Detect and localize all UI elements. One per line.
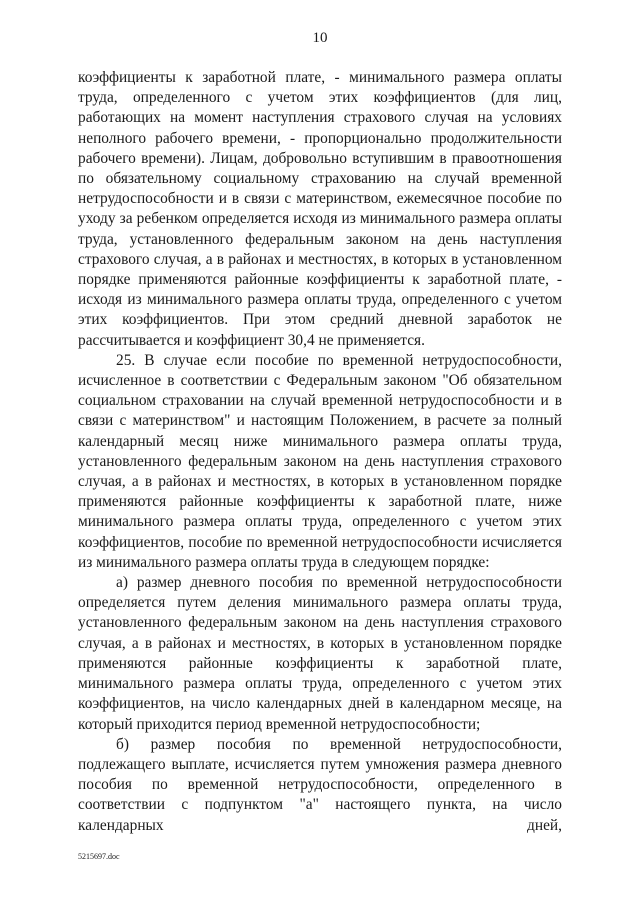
paragraph-subitem-a: а) размер дневного пособия по временной нетрудоспособности определяется путем деления минимального размера оплаты труда, установленного федеральным законом на день наступления страхового случая, а в районах и местностях, в которых в установленном порядке применяются районные коэффициенты к заработной плате, минимального размера оплаты труда, определенного с учетом этих коэффициентов, на число календарных дней в календарном месяце, на который приходится период временной нетрудоспособности; [78, 574, 562, 733]
document-body [78, 68, 562, 836]
paragraph-item-25: 25. В случае если пособие по временной нетрудоспособности, исчисленное в соответствии с Федеральным законом "Об обязательном социальном страховании на случай временной нетрудоспособности и в связи с материнством" и настоящим Положением, в расчете за полный календарный месяц ниже минимального размера оплаты труда, установленного федеральным законом на день наступления страхового случая, а в районах и местностях, в которых в установленном порядке применяются районные коэффициенты к заработной плате, ниже минимального размера оплаты труда, определенного с учетом этих коэффициентов, пособие по временной нетрудоспособности исчисляется из минимального размера оплаты труда в следующем порядке: [78, 351, 562, 571]
page-number: 10 [312, 30, 328, 46]
paragraph-continuation: коэффициенты к заработной плате, - минимального размера оплаты труда, определенного с учетом этих коэффициентов (для лиц, работающих на момент наступления страхового случая на условиях неполного рабочего времени, - пропорционально продолжительности рабочего времени). Лицам, добровольно вступившим в правоотношения по обязательному социальному страхованию на случай временной нетрудоспособности и в связи с материнством, ежемесячное пособие по уходу за ребенком определяется исходя из минимального размера оплаты труда, установленного федеральным законом на день наступления страхового случая, а в районах и местностях, в которых в установленном порядке применяются районные коэффициенты к заработной плате, - исходя из минимального размера оплаты труда, определенного с учетом этих коэффициентов. При этом средний дневной заработок не рассчитывается и коэффициент 30,4 не применяется. [78, 69, 562, 349]
paragraph-subitem-b: б) размер пособия по временной нетрудоспособности, подлежащего выплате, исчисляется путем умножения размера дневного пособия по временной нетрудоспособности, определенного в соответствии с подпунктом "а" настоящего пункта, на число календарных дней, [78, 735, 562, 834]
file-name-footer: 5215697.doc [78, 852, 120, 861]
